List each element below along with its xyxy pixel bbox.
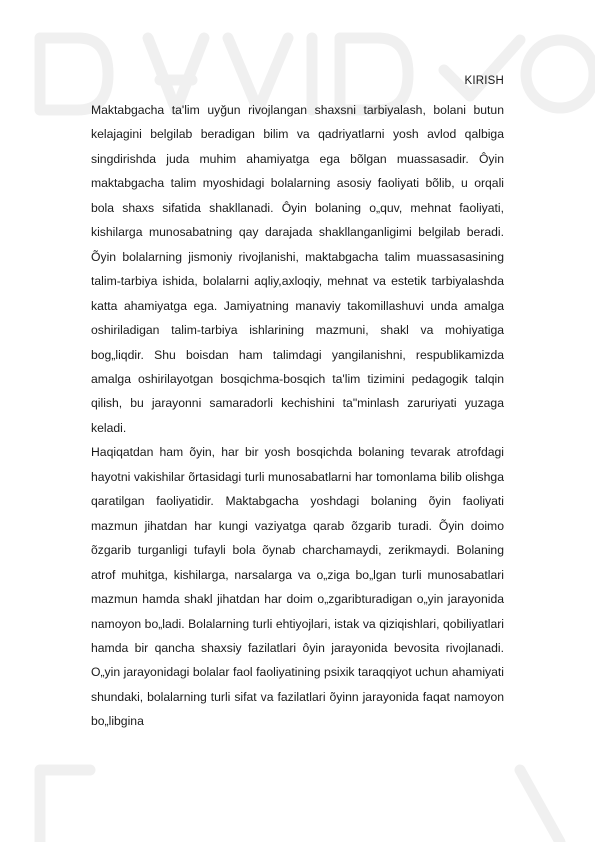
body-paragraph-2: Haqiqatdan ham õyin, har bir yosh bosqichda bolaning tevarak atrofdagi hayotni vakishilar õrtasidagi turli munosabatlarni har tomonlama bilib olishga qaratilgan faoliyatidir. Maktabgacha yoshdagi bolaning õyin faoliyati mazmun jihatdan har kungi vaziyatga qarab õzgarib turadi. Õyin doimo õzgarib turganligi tufayli bola õynab charchamaydi, zerikmaydi. Bolaning atrof muhitga, kishilarga, narsalarga va o„ziga bo„lgan turli munosabatlari mazmun hamda shakl jihatdan har doim o„zgaribturadigan o„yin jarayonida namoyon bo„ladi. Bolalarning turli ehtiyojlari, istak va qiziqishlari, qobiliyatlari hamda bir qancha shaxsiy fazilatlari ôyin jarayonida bevosita rivojlanadi. O„yin jarayonidagi bolalar faol faoliyatining psixik taraqqiyot uchun ahamiyati shundaki, bolalarning turli sifat va fazilatlari õyinn jarayonida faqat namoyon bo„libgina [91, 445, 504, 729]
document-body [91, 98, 504, 734]
body-paragraph-1: Maktabgacha ta'lim uyğun rivojlangan shaxsni tarbiyalash, bolani butun kelajagini belgilab beradigan bilim va qadriyatlarni yosh avlod qalbiga singdirishda juda muhim ahamiyatga ega bõlgan muassasadir. Ôyin maktabgacha talim myoshidagi bolalarning asosiy faoliyati bõlib, u orqali bola shaxs sifatida shakllanadi. Ôyin bolaning o„quv, mehnat faoliyati, kishilarga munosabatning qay darajada shakllanganligimi belgilab beradi. Õyin bolalarning jismoniy rivojlanishi, maktabgacha talim muassasasining talim-tarbiya ishida, bolalarni aqliy,axloqiy, mehnat va estetik tarbiyalashda katta ahamiyatga ega. Jamiyatning manaviy takomillashuvi unda amalga oshiriladigan talim-tarbiya ishlarining mazmuni, shakl va mohiyatiga bog„liqdir. Shu boisdan ham talimdagi yangilanishni, respublikamizda amalga oshirilayotgan bosqichma-bosqich ta'lim tizimini pedagogik talqin qilish, bu jarayonni samaradorli kechishini ta"minlash zaruriyati yuzaga keladi. [91, 103, 504, 435]
document-heading: KIRISH [464, 75, 504, 87]
